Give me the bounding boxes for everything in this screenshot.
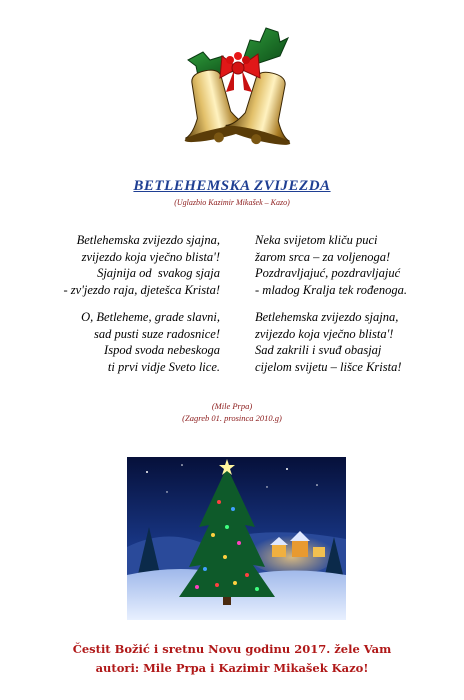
poem-line: sad pusti suze radosnice! bbox=[93, 326, 220, 341]
poem-line: Betlehemska zvijezdo sjajna, bbox=[255, 310, 399, 324]
poem-line: Neka svijetom kliču puci bbox=[255, 233, 378, 247]
christmas-tree-picture bbox=[127, 457, 346, 620]
poem-line: cijelom svijetu – lišce Krista! bbox=[255, 359, 402, 374]
poem-title: BETLEHEMSKA ZVIJEZDA bbox=[133, 178, 331, 194]
stanza-left-2 bbox=[81, 309, 220, 375]
poem-line: Betlehemska zvijezdo sjajna, bbox=[76, 233, 220, 247]
greeting-line-2: autori: Mile Prpa i Kazimir Mikašek Kazo! bbox=[95, 661, 369, 675]
christmas-bells-icon bbox=[168, 20, 308, 160]
poem-line: O, Betleheme, grade slavni, bbox=[81, 310, 220, 324]
poem-line: Sjajnija od svakog sjaja bbox=[97, 266, 220, 280]
stanza-left-1 bbox=[64, 232, 220, 298]
poem-line: Ispod svoda nebeskoga bbox=[104, 343, 220, 357]
poem-line: zvijezdo koja vječno blista'! bbox=[81, 249, 220, 264]
poem-line: Sad zakrili i svuđ obasjaj bbox=[255, 343, 382, 357]
poem-line: ti prvi vidje Sveto lice. bbox=[107, 359, 220, 374]
music-credit: (Uglazbio Kazimir Mikašek – Kazo) bbox=[174, 198, 290, 207]
poem-line: žarom srca – za voljenoga! bbox=[255, 249, 391, 264]
poem-line: - zv'jezdo raja, djetešca Krista! bbox=[63, 282, 220, 297]
greeting-line-1: Čestit Božić i sretnu Novu godinu 2017. žele Vam bbox=[72, 642, 392, 656]
poem-author: (Mile Prpa) bbox=[211, 401, 253, 411]
stanza-right-2 bbox=[255, 309, 402, 375]
poem-line: zvijezdo koja vječno blista'! bbox=[255, 326, 394, 341]
stanza-right-1 bbox=[255, 232, 407, 298]
poem-place-date: (Zagreb 01. prosinca 2010.g) bbox=[182, 413, 282, 423]
poem-line: Pozdravljajuć, pozdravljajuć bbox=[255, 266, 401, 280]
poem-line: - mladog Kralja tek rođenoga. bbox=[255, 282, 407, 297]
